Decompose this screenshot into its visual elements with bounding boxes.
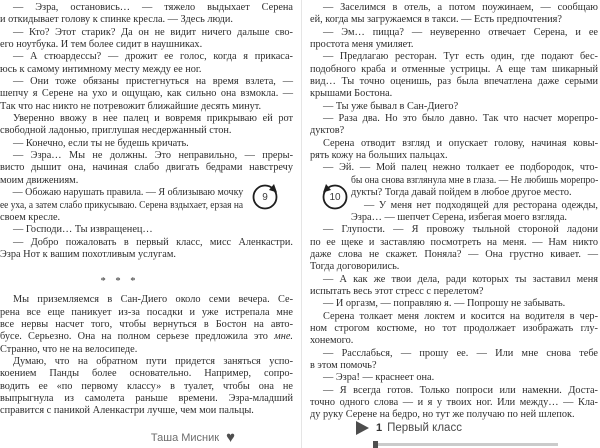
text-line: — У меня нет подходящей для ресторана одежды, (364, 199, 598, 211)
text-line: и откидывает голову к спинке кресла. — Здесь люди. (0, 14, 233, 26)
text-line: — Добро пожаловать в первый класс, мисс Аленкастри. (13, 236, 293, 248)
text-line: выпрыгнула из самолета раньше времени. Эзра-младший (0, 392, 293, 404)
text-line: свободной ладонью, приглушая несдержанный стон. (0, 125, 232, 137)
text-line: — А как же твои дела, ради которых ты заставил меня (323, 273, 598, 285)
text-line: своем кресле. (0, 211, 61, 223)
text-line: — Эй. — Мой палец нежно толкает ее подбородок, что- (323, 162, 598, 174)
text-line: ду руку Серене на бедро, но тут же получаю по ней шлепок. (310, 409, 575, 421)
text-line: — Эм… пицца? — неуверенно отвечает Серена, и ее (323, 26, 598, 38)
text-line: — Эзра… Мы не должны. Это неправильно, — преры- (13, 150, 293, 162)
chapter-number: 1 (376, 422, 383, 434)
text-line: — Обожаю нарушать правила. — Я облизываю мочку (12, 187, 244, 199)
text-line: бусе. Серьезно. Она на полном серьезе предложила это мне. (0, 331, 293, 343)
text-line: по ее щеке и заставляю посмотреть на меня. — Нам никто (310, 236, 598, 248)
text-line: — Они тоже обязаны пристегнуться на время взлета, — (13, 76, 293, 88)
chapter-footer[interactable] (356, 421, 462, 435)
text-line: — И оргазм, — поправляю я. — Попрошу не забывать. (323, 298, 566, 310)
text-line: — Ты уже бывал в Сан-Диего? (323, 100, 459, 112)
text-line: Уверенно ввожу в нее палец и вовремя прикрываю ей рот (13, 113, 293, 125)
text-line: ее уха, а затем слабо прикусываю. Серена вздыхает, ерзая на (0, 199, 244, 211)
text-line: — А стюардессы? — дрожит ее голос, когда я прикаса- (13, 51, 293, 63)
author-name: Таша Мисник (150, 431, 220, 444)
text-line: — Кто? Этот старик? Да он не видит ничего дальше сво- (13, 26, 293, 38)
text-line: Серена отводит взгляд и опускает голову, начиная ковы- (323, 137, 598, 149)
text-line: точно одного слова — и я у твоих ног. Или между… — Кла- (310, 397, 598, 408)
text-line: испытать весь этот стресс с перелетом? (310, 285, 484, 297)
text-line: Эзра Нот к вашим похотливым услугам. (0, 248, 176, 260)
text-line: водить ее «по первому классу» в туалет, чтобы она не (0, 380, 293, 392)
text-line: Странно, что не на велосипеде. (0, 343, 138, 355)
page-number: 9 (262, 191, 268, 203)
page-number: 10 (329, 191, 341, 203)
right-page[interactable] (310, 0, 598, 448)
text-line: крышами Бостона. (310, 88, 393, 100)
text-line: Эзра… — шепчет Серена, избегая моего взгляда. (351, 211, 567, 223)
text-line: хонемого. (310, 335, 354, 347)
chapter-title: Первый класс (387, 422, 462, 434)
text-line: — Расслабься, — прошу ее. — Или мне снова тебе (323, 347, 598, 359)
text-line: его ноутбука. И тем более сидит в наушниках. (0, 39, 203, 51)
text-line: — Эзра, остановись… — тяжело выдыхает Серена (13, 2, 293, 13)
text-line: дуктов? (310, 125, 345, 137)
page-divider (301, 0, 302, 448)
text-line: рена все еще паникует из-за посадки и уже истрепала мне (0, 306, 293, 318)
play-icon[interactable] (356, 421, 369, 435)
text-line: дукты? Тогда давай пойдем в любое другое место. (351, 187, 572, 199)
text-line: все нервы насчет того, чтобы вернуться в Бостон на авто- (0, 318, 293, 330)
text-line: моим движениям. (0, 174, 79, 186)
text-line: Думаю, что на обратном пути придется заняться успо- (13, 355, 293, 367)
text-line: шепчу я Серене на ухо и ощущаю, как сильно она взмокла. — (0, 88, 293, 100)
text-line: ей, когда мы загружаемся в такси. — Есть предпочтения? (310, 14, 562, 26)
text-line: — Раза два. Но это было давно. Так что насчет морепро- (323, 113, 598, 125)
text-line: вид… Ты точно оценишь, раз была впечатлена даже серыми (310, 76, 598, 88)
text-line: в этом помочь? (310, 359, 377, 371)
right-page-text (310, 2, 598, 422)
text-line: — Конечно, если ты не будешь кричать. (13, 137, 189, 149)
text-line: — Господи… Ты извращенец… (13, 224, 153, 236)
text-line: — Глупости. — Я провожу тыльной стороной ладони (323, 224, 598, 236)
heart-icon[interactable]: ♥ (226, 429, 235, 446)
left-page-text-bottom (0, 294, 293, 417)
page-number-badge-left[interactable] (248, 180, 282, 214)
text-line: подобного краба и отменные устрицы. А еще там шикарный (310, 63, 598, 75)
text-line: бы она снова взглянула мне в глаза. — Не любишь морепро- (351, 174, 599, 186)
chapter-progress-bar[interactable] (373, 443, 558, 446)
author-footer (151, 430, 235, 445)
text-line: — Предлагаю ресторан. Тут есть один, где подают бес- (323, 51, 598, 63)
text-line: коением Панды более основательно. Например, сопро- (0, 368, 293, 380)
progress-handle[interactable] (373, 441, 378, 448)
text-line: — Эзра! — краснеет она. (323, 372, 435, 384)
text-line: рять кожу на больших пальцах. (310, 150, 448, 162)
left-page-text-top (0, 2, 293, 261)
scene-separator: * * * (100, 276, 136, 288)
text-line: юсь к самому интимному месту между ее ног. (0, 63, 202, 75)
text-line: — Я всегда готов. Только попроси или намекни. Доста- (323, 384, 598, 396)
text-line: справится с паникой Аленкастри лучше, чем мои пальцы. (0, 405, 254, 417)
text-line: — Заселимся в отель, а потом поужинаем, — сообщаю (323, 2, 598, 13)
text-line: Так что нас никто не потревожит ближайшие десять минут. (0, 100, 262, 112)
left-page[interactable] (0, 0, 293, 448)
page-number-badge-right[interactable] (318, 180, 352, 214)
text-line: Тогда договорились. (310, 261, 400, 273)
text-line: даже слова не скажет. Поняла? — Она грустно кивает. — (310, 248, 598, 260)
text-line: висто дышит она, начиная слабо двигать бедрами навстречу (0, 162, 293, 174)
text-line: Серена толкает меня локтем и косится на водителя в чер- (323, 310, 598, 322)
text-line: Мы приземляемся в Сан-Диего около семи вечера. Се- (13, 294, 293, 306)
text-line: простота меня умиляет. (310, 39, 414, 51)
text-line: ном строгом костюме, но тот продолжает изображать глу- (310, 322, 598, 334)
